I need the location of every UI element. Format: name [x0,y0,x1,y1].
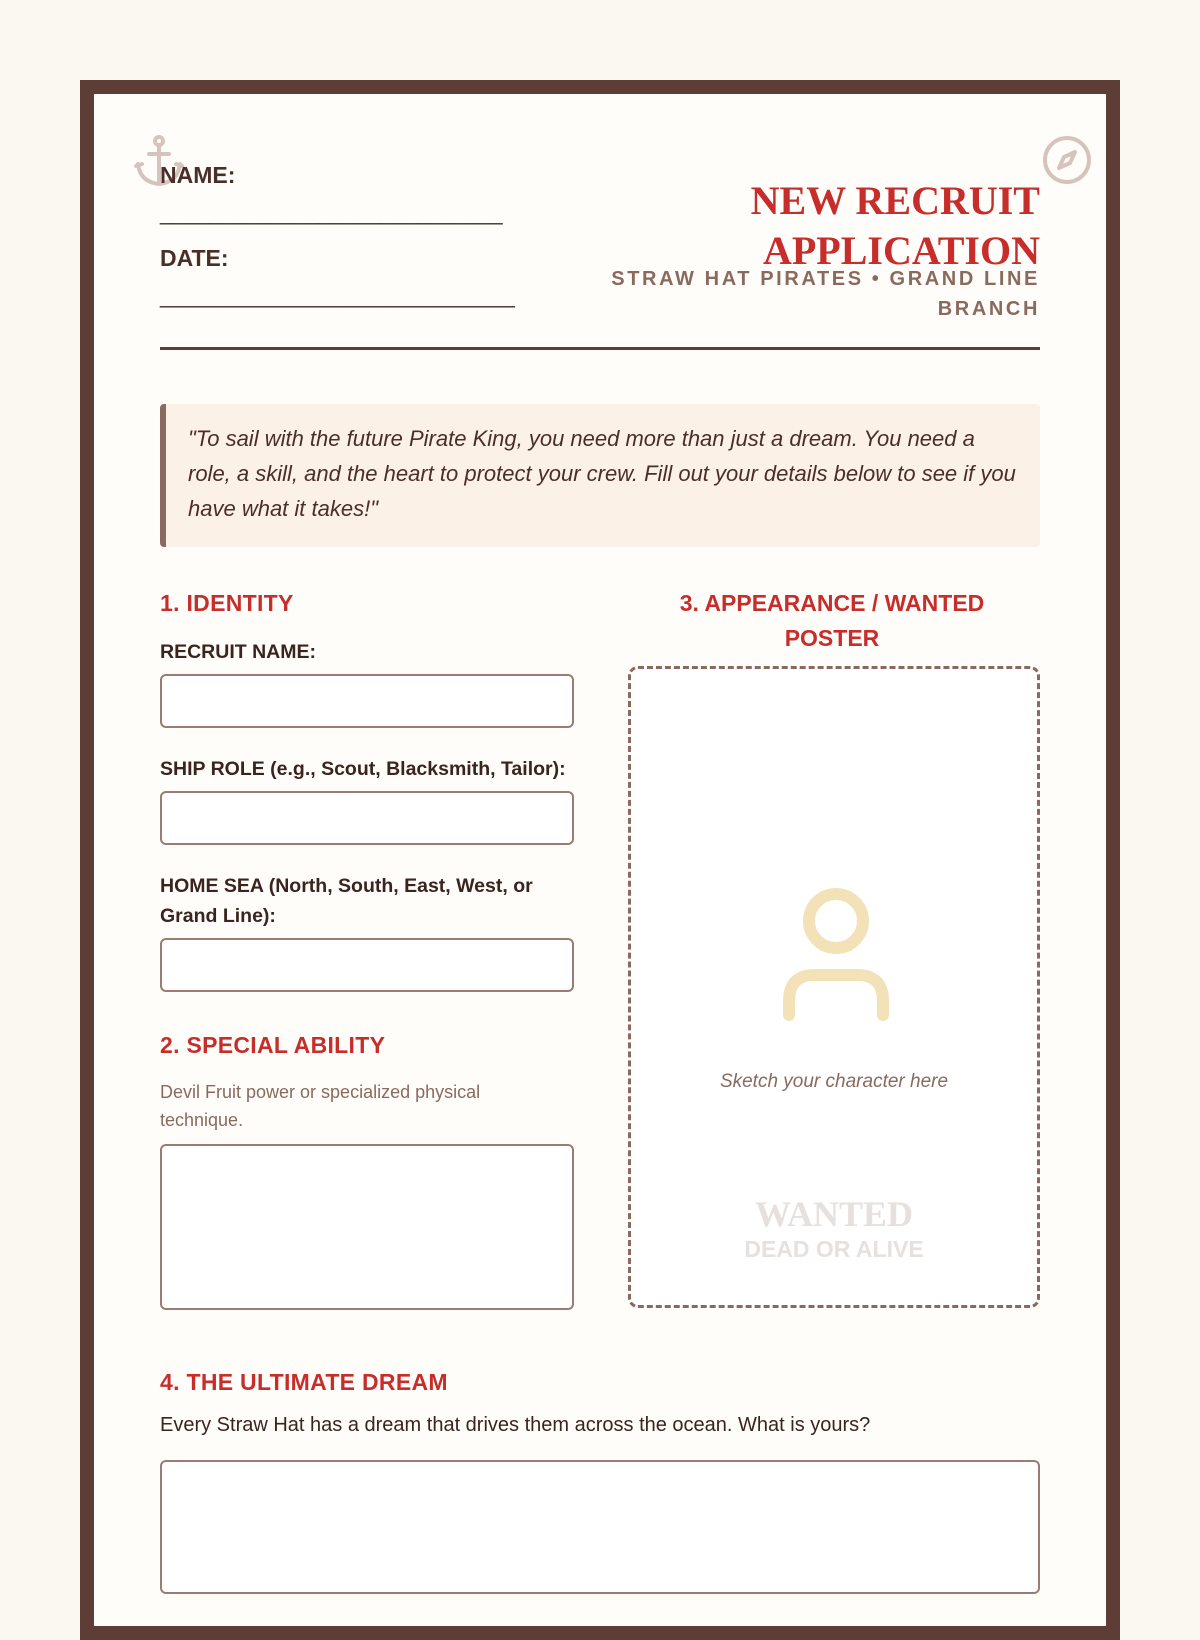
page-subtitle-line-2: BRANCH [937,298,1040,320]
compass-icon [1041,134,1093,186]
recruit-application-sheet [80,80,1120,1640]
appearance-heading [624,586,1040,656]
recruit-name-label: RECRUIT NAME: [160,641,316,663]
special-ability-hint-line-1: Devil Fruit power or specialized physical [160,1082,481,1102]
special-ability-heading: 2. SPECIAL ABILITY [160,1032,386,1058]
home-sea-input[interactable] [160,938,574,992]
ship-role-input[interactable] [160,791,574,845]
person-icon [781,887,891,1023]
recruit-name-input[interactable] [160,674,574,728]
page-title-line-2: APPLICATION [762,228,1040,273]
name-blank-line[interactable]: ____________________________ [160,200,503,225]
page-subtitle [570,264,1040,324]
home-sea-label-line-1: HOME SEA (North, South, East, West, or [160,875,533,897]
special-ability-textarea[interactable] [160,1144,574,1310]
dead-or-alive-watermark: DEAD OR ALIVE [744,1236,924,1262]
page-title [620,176,1040,276]
page-title-line-1: NEW RECRUIT [750,178,1040,223]
header-divider [160,347,1040,350]
home-sea-label [160,871,580,931]
identity-heading: 1. IDENTITY [160,590,294,616]
intro-quote: "To sail with the future Pirate King, you need more than just a dream. You need a role, a skill, and the heart to protect your crew. Fill out your details below to see if you have what it takes!" [160,404,1040,547]
special-ability-hint-line-2: technique. [160,1110,244,1130]
appearance-heading-line-1: 3. APPEARANCE / WANTED [679,590,985,616]
ultimate-dream-heading: 4. THE ULTIMATE DREAM [160,1369,448,1395]
ship-role-label: SHIP ROLE (e.g., Scout, Blacksmith, Tailor): [160,758,566,780]
page-subtitle-line-1: STRAW HAT PIRATES • GRAND LINE [611,268,1040,290]
sketch-hint: Sketch your character here [719,1071,949,1092]
date-blank-line[interactable]: _____________________________ [160,283,515,308]
wanted-watermark: WANTED [754,1194,914,1234]
home-sea-label-line-2: Grand Line): [160,905,276,927]
special-ability-hint [160,1078,580,1134]
ultimate-dream-textarea[interactable] [160,1460,1040,1594]
ultimate-dream-question: Every Straw Hat has a dream that drives them across the ocean. What is yours? [160,1414,871,1436]
appearance-heading-line-2: POSTER [784,625,880,651]
name-label: NAME: [160,162,236,188]
date-label: DATE: [160,245,229,271]
wanted-poster-sketch-area[interactable] [628,666,1040,1308]
